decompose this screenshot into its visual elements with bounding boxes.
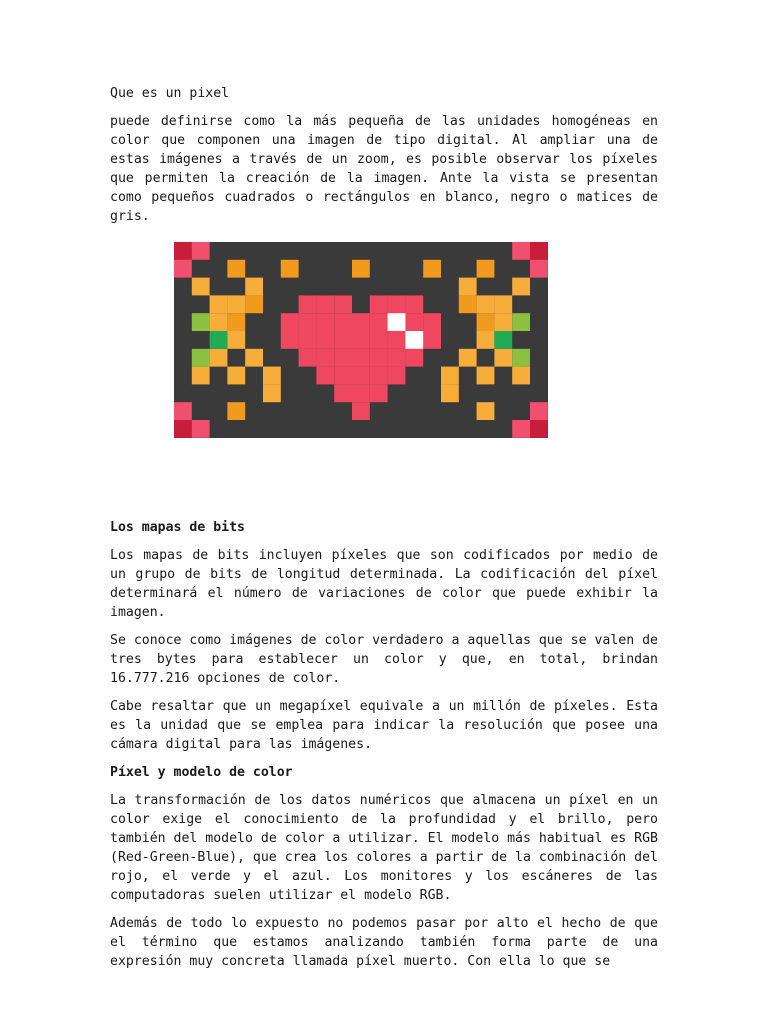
right-pattern-pixel xyxy=(459,278,477,296)
heart-pixel xyxy=(281,331,299,349)
heart-highlight-pixel xyxy=(388,313,406,331)
heart-pixel xyxy=(370,367,388,385)
orange-pixel xyxy=(227,260,245,278)
heart-pixel xyxy=(316,367,334,385)
corner-pixel xyxy=(174,242,192,260)
right-pattern-pixel xyxy=(512,367,530,385)
heading-pixel-modelo-color: Píxel y modelo de color xyxy=(110,765,293,780)
paragraph-modelo-rgb: La transformación de los datos numéricos que almacena un píxel en un color exige el conocimiento de la profundidad y el brillo, pero también del modelo de color a utilizar. El modelo más habitual es RGB (Red-Green-Blue), que crea los colores a partir de la combinación del rojo, el verde y el azul. Los monitores y los escáneres de las computadoras suelen utilizar el modelo RGB. xyxy=(110,793,658,903)
corner-pixel xyxy=(512,242,530,260)
heart-highlight-pixel xyxy=(405,331,423,349)
heart-pixel xyxy=(388,349,406,367)
heart-pixel xyxy=(316,331,334,349)
heart-pixel xyxy=(388,367,406,385)
corner-pixel xyxy=(174,260,192,278)
left-green-pixel xyxy=(192,313,210,331)
right-pattern-pixel xyxy=(494,313,512,331)
corner-pixel xyxy=(530,260,548,278)
heart-pixel xyxy=(334,313,352,331)
right-pattern-pixel xyxy=(477,295,495,313)
heart-pixel xyxy=(352,349,370,367)
left-pattern-pixel xyxy=(245,278,263,296)
heart-pixel xyxy=(423,331,441,349)
right-pattern-pixel xyxy=(494,349,512,367)
heart-pixel xyxy=(352,367,370,385)
right-pattern-pixel xyxy=(512,278,530,296)
paragraph-megapixel: Cabe resaltar que un megapíxel equivale a un millón de píxeles. Esta es la unidad que se emplea para indicar la resolución que posee una cámara digital para las imágenes. xyxy=(110,699,658,752)
paragraph-mapas-de-bits: Los mapas de bits incluyen píxeles que son codificados por medio de un grupo de bits de longitud determinada. La codificación del píxel determinará el número de variaciones de color que puede exhibir la imagen. xyxy=(110,548,658,620)
right-pattern-pixel xyxy=(459,349,477,367)
orange-pixel xyxy=(227,402,245,420)
corner-pixel xyxy=(192,420,210,438)
right-pattern-pixel xyxy=(441,367,459,385)
right-green-pixel xyxy=(512,313,530,331)
corner-pixel xyxy=(174,402,192,420)
heart-pixel xyxy=(316,313,334,331)
corner-pixel xyxy=(512,420,530,438)
corner-pixel xyxy=(192,242,210,260)
heart-pixel xyxy=(299,313,317,331)
right-pattern-pixel xyxy=(477,331,495,349)
left-pattern-pixel xyxy=(227,295,245,313)
orange-pixel xyxy=(423,260,441,278)
heart-pixel xyxy=(352,331,370,349)
heart-pixel xyxy=(281,313,299,331)
heart-pixel xyxy=(334,295,352,313)
left-pattern-pixel xyxy=(210,313,228,331)
heart-pixel xyxy=(299,331,317,349)
heart-pixel xyxy=(405,295,423,313)
paragraph-color-verdadero: Se conoce como imágenes de color verdadero a aquellas que se valen de tres bytes para establecer un color y que, en total, brindan 16.777.216 opciones de color. xyxy=(110,633,658,686)
heart-pixel xyxy=(316,349,334,367)
heart-pixel xyxy=(352,402,370,420)
bottom-pixel xyxy=(441,384,459,402)
right-pattern-pixel xyxy=(477,313,495,331)
heart-pixel xyxy=(334,331,352,349)
heart-pixel xyxy=(405,313,423,331)
heart-pixel xyxy=(299,295,317,313)
left-pattern-pixel xyxy=(192,278,210,296)
right-pattern-pixel xyxy=(459,295,477,313)
heart-pixel xyxy=(352,384,370,402)
heart-pixel xyxy=(299,349,317,367)
corner-pixel xyxy=(174,420,192,438)
document-body xyxy=(110,84,658,971)
corner-pixel xyxy=(530,242,548,260)
paragraph-definicion: puede definirse como la más pequeña de las unidades homogéneas en color que componen una imagen de tipo digital. Al ampliar una de estas imágenes a través de un zoom, es posible observar los píxeles que permiten la creación de la imagen. Ante la vista se presentan como pequeños cuadrados o rectángulos en blanco, negro o matices de gris. xyxy=(110,114,658,224)
left-pattern-pixel xyxy=(227,331,245,349)
corner-pixel xyxy=(530,420,548,438)
orange-pixel xyxy=(281,260,299,278)
left-pattern-pixel xyxy=(263,367,281,385)
bottom-pixel xyxy=(477,402,495,420)
heart-pixel xyxy=(370,295,388,313)
right-green-pixel xyxy=(512,349,530,367)
heart-pixel xyxy=(405,349,423,367)
left-pattern-pixel xyxy=(245,349,263,367)
heart-pixel xyxy=(370,331,388,349)
heart-pixel xyxy=(316,295,334,313)
heart-pixel xyxy=(423,313,441,331)
heart-pixel xyxy=(370,349,388,367)
orange-pixel xyxy=(477,260,495,278)
heart-pixel xyxy=(334,349,352,367)
heart-pixel xyxy=(334,367,352,385)
heart-pixel xyxy=(370,313,388,331)
paragraph-pixel-muerto: Además de todo lo expuesto no podemos pasar por alto el hecho de que el término que estamos analizando también forma parte de una expresión muy concreta llamada píxel muerto. Con ella lo que se xyxy=(110,916,658,969)
left-green-pixel xyxy=(192,349,210,367)
left-pattern-pixel xyxy=(227,313,245,331)
heart-pixel xyxy=(370,384,388,402)
left-pattern-pixel xyxy=(245,295,263,313)
heart-pixel xyxy=(388,331,406,349)
left-green-pixel xyxy=(210,331,228,349)
left-pattern-pixel xyxy=(210,295,228,313)
right-green-pixel xyxy=(494,331,512,349)
heart-pixel xyxy=(334,384,352,402)
right-pattern-pixel xyxy=(477,367,495,385)
left-pattern-pixel xyxy=(192,367,210,385)
orange-pixel xyxy=(352,260,370,278)
left-pattern-pixel xyxy=(227,367,245,385)
pixel-heart-illustration xyxy=(174,242,548,438)
bottom-pixel xyxy=(263,384,281,402)
heart-pixel xyxy=(352,313,370,331)
left-pattern-pixel xyxy=(210,349,228,367)
corner-pixel xyxy=(530,402,548,420)
pixel-heart-svg xyxy=(174,242,548,438)
heading-que-es-un-pixel: Que es un pixel xyxy=(110,86,230,101)
heart-pixel xyxy=(388,295,406,313)
right-pattern-pixel xyxy=(494,295,512,313)
heading-mapas-de-bits: Los mapas de bits xyxy=(110,520,245,535)
